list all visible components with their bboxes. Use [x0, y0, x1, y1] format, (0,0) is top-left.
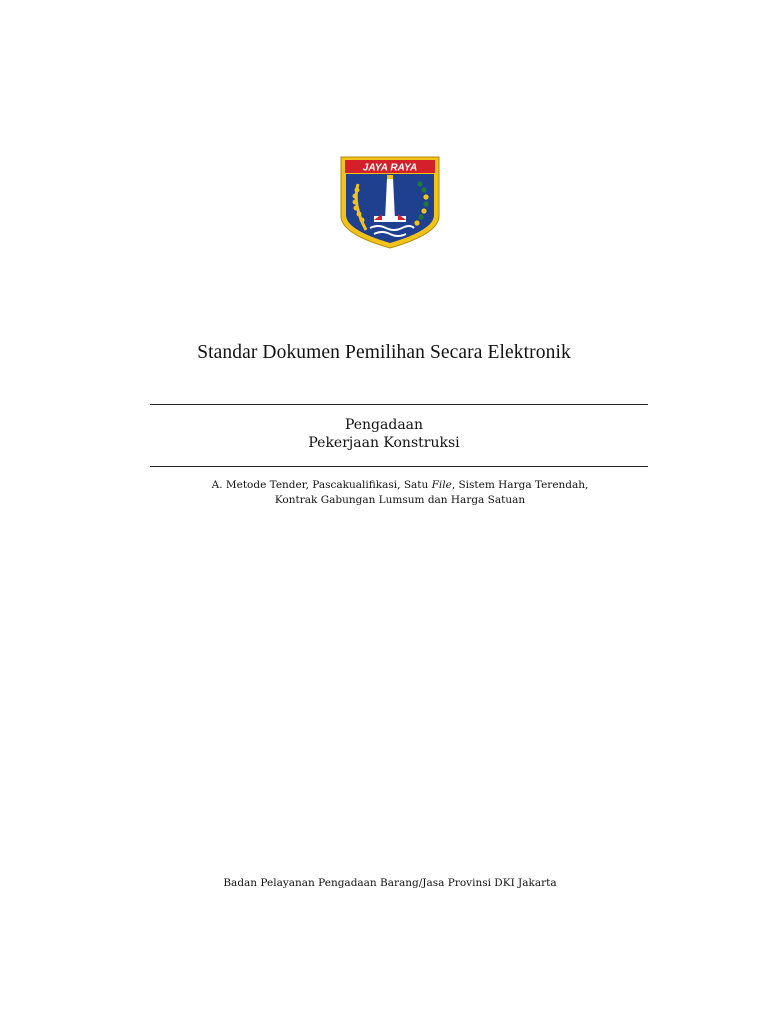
- emblem-banner-text: JAYA RAYA: [362, 162, 418, 174]
- emblem-graphic: [338, 154, 442, 250]
- document-title: Standar Dokumen Pemilihan Secara Elektronik: [197, 342, 571, 363]
- description-text-part1: A. Metode Tender, Pascakualifikasi, Satu: [211, 479, 432, 491]
- description-text-part2: , Sistem Harga Terendah,: [451, 479, 589, 491]
- horizontal-rule-top: [150, 404, 648, 405]
- description-italic-file: File: [431, 479, 452, 491]
- document-footer-agency: Badan Pelayanan Pengadaan Barang/Jasa Provinsi DKI Jakarta: [223, 877, 557, 889]
- jaya-raya-emblem: [338, 154, 442, 250]
- horizontal-rule-bottom: [150, 466, 648, 467]
- document-description-line1: [0, 479, 768, 491]
- document-subtitle-line2: Pekerjaan Konstruksi: [308, 435, 460, 451]
- document-description-line2: Kontrak Gabungan Lumsum dan Harga Satuan: [274, 494, 526, 506]
- document-subtitle-line1: Pengadaan: [344, 417, 424, 433]
